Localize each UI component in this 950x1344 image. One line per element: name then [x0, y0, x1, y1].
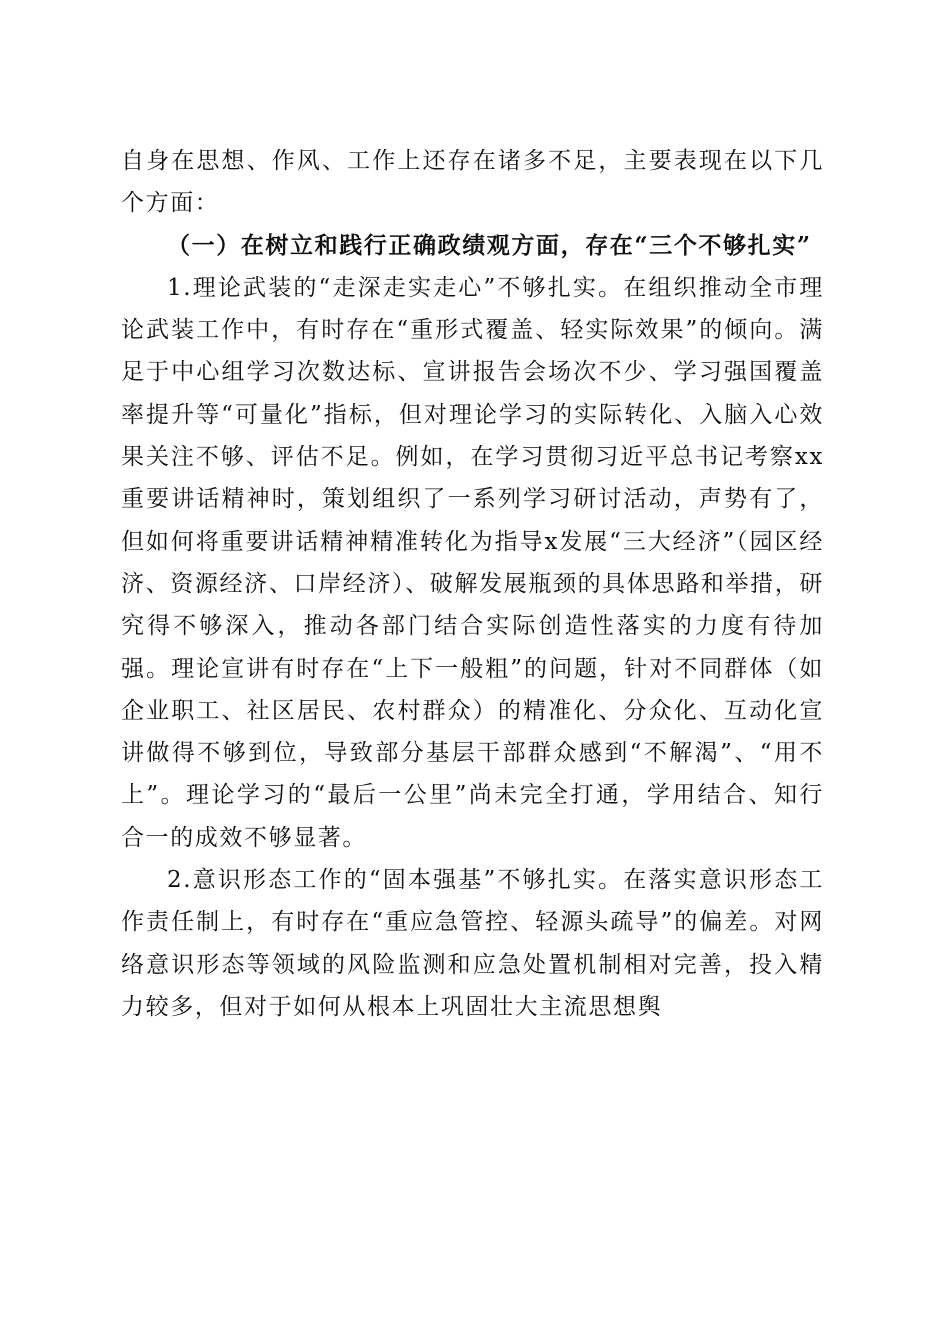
body-paragraph-1: 1.理论武装的“走深走实走心”不够扎实。在组织推动全市理论武装工作中，有时存在“重形式覆盖、轻实际效果”的倾向。满足于中心组学习次数达标、宣讲报告会场次不少、学习强国覆盖率提升等“可量化”指标，但对理论学习的实际转化、入脑入心效果关注不够、评估不足。例如，在学习贯彻习近平总书记考察xx重要讲话精神时，策划组织了一系列学习研讨活动，声势有了，但如何将重要讲话精神精准转化为指导x发展“三大经济”（园区经济、资源经济、口岸经济）、破解发展瓶颈的具体思路和举措，研究得不够深入，推动各部门结合实际创造性落实的力度有待加强。理论宣讲有时存在“上下一般粗”的问题，针对不同群体（如企业职工、社区居民、农村群众）的精准化、分众化、互动化宣讲做得不够到位，导致部分基层干部群众感到“不解渴”、“用不上”。理论学习的“最后一公里”尚未完全打通，学用结合、知行合一的成效不够显著。 [121, 274, 824, 851]
body-paragraph-2: 2.意识形态工作的“固本强基”不够扎实。在落实意识形态工作责任制上，有时存在“重应急管控、轻源头疏导”的偏差。对网络意识形态等领域的风险监测和应急处置机制相对完善，投入精力较多，但对于如何从根本上巩固壮大主流思想舆 [121, 867, 824, 1020]
section-heading: （一）在树立和践行正确政绩观方面，存在“三个不够扎实” [167, 231, 812, 259]
document-body [121, 140, 824, 1028]
continuation-paragraph: 自身在思想、作风、工作上还存在诸多不足，主要表现在以下几个方面： [121, 148, 824, 217]
